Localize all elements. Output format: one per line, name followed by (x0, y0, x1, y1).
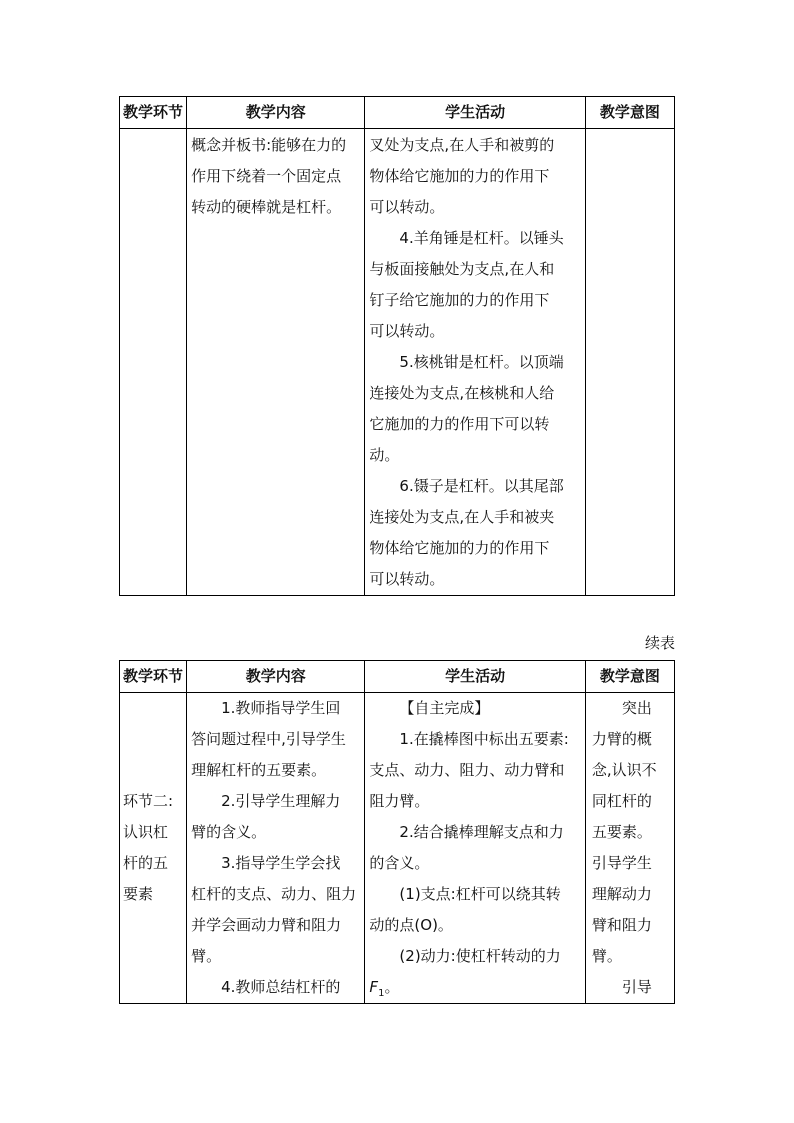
content-line: 2.引导学生理解力 (221, 792, 341, 810)
header-content: 教学内容 (187, 661, 365, 693)
activity-line: 钉子给它施加的力的作用下 (369, 291, 550, 309)
activity-line: (1)支点:杠杆可以绕其转 (399, 885, 561, 903)
activity-line: 可以转动。 (369, 198, 445, 216)
activity-cell (365, 693, 585, 1004)
intent-line: 念,认识不 (591, 761, 657, 779)
intent-line: 理解动力 (591, 885, 652, 903)
activity-line: 叉处为支点,在人手和被剪的 (369, 136, 555, 154)
activity-line: 1.在撬棒图中标出五要素: (399, 730, 569, 748)
activity-line: 2.结合撬棒理解支点和力 (399, 823, 564, 841)
continued-label: 续表 (644, 634, 675, 652)
intent-line: 突出 (621, 699, 652, 717)
intent-cell (585, 693, 674, 1004)
table-header-row (120, 661, 675, 693)
header-intent: 教学意图 (585, 97, 674, 129)
intent-line: 同杠杆的 (591, 792, 652, 810)
line-end: 。 (384, 978, 400, 996)
activity-line: 物体给它施加的力的作用下 (369, 167, 550, 185)
activity-line: 支点、动力、阻力、动力臂和 (369, 761, 565, 779)
table-header-row (120, 97, 675, 129)
force-subscript: 1 (378, 988, 385, 999)
content-line: 3.指导学生学会找 (221, 854, 341, 872)
intent-line: 引导学生 (591, 854, 652, 872)
table-row (120, 129, 675, 596)
activity-line: 连接处为支点,在人手和被夹 (369, 508, 555, 526)
activity-line: 5.核桃钳是杠杆。以顶端 (399, 353, 564, 371)
activity-line: 的含义。 (369, 854, 430, 872)
activity-title: 【自主完成】 (399, 699, 490, 717)
content-line: 并学会画动力臂和阻力 (191, 916, 342, 934)
content-line: 作用下绕着一个固定点 (191, 167, 342, 185)
activity-line: 可以转动。 (369, 570, 445, 588)
content-line: 4.教师总结杠杆的 (221, 978, 341, 996)
content-cell (187, 129, 365, 596)
content-line: 概念并板书:能够在力的 (191, 136, 347, 154)
stage-cell (120, 693, 187, 1004)
intent-line: 力臂的概 (591, 730, 652, 748)
activity-line: (2)动力:使杠杆转动的力 (399, 947, 561, 965)
activity-line: 可以转动。 (369, 322, 445, 340)
intent-line: 引导 (621, 978, 652, 996)
table-row (120, 693, 675, 1004)
header-stage: 教学环节 (120, 97, 187, 129)
stage-line: 环节二: (123, 792, 174, 810)
content-line: 臂。 (191, 947, 222, 965)
activity-line: 它施加的力的作用下可以转 (369, 415, 550, 433)
header-intent: 教学意图 (585, 661, 674, 693)
stage-line: 杆的五 (123, 854, 169, 872)
content-line: 1.教师指导学生回 (221, 699, 341, 717)
activity-line (369, 972, 580, 1003)
stage-cell (120, 129, 187, 596)
activity-line: 动的点(O)。 (369, 916, 453, 934)
content-line: 转动的硬棒就是杠杆。 (191, 198, 342, 216)
intent-line: 五要素。 (591, 823, 652, 841)
content-line: 臂的含义。 (191, 823, 267, 841)
content-line: 杠杆的支点、动力、阻力 (191, 885, 357, 903)
activity-line: 动。 (369, 446, 400, 464)
activity-cell (365, 129, 585, 596)
header-activity: 学生活动 (365, 97, 585, 129)
content-line: 答问题过程中,引导学生 (191, 730, 346, 748)
activity-line: 物体给它施加的力的作用下 (369, 539, 550, 557)
activity-line: 连接处为支点,在核桃和人给 (369, 384, 555, 402)
intent-cell (585, 129, 674, 596)
intent-line: 臂和阻力 (591, 916, 652, 934)
activity-line: 与板面接触处为支点,在人和 (369, 260, 555, 278)
stage-line: 认识杠 (123, 823, 169, 841)
stage-line: 要素 (123, 885, 154, 903)
header-activity: 学生活动 (365, 661, 585, 693)
activity-line: 6.镊子是杠杆。以其尾部 (399, 477, 564, 495)
intent-line: 臂。 (591, 947, 622, 965)
force-symbol: F (369, 978, 379, 996)
header-stage: 教学环节 (120, 661, 187, 693)
activity-line: 阻力臂。 (369, 792, 430, 810)
lesson-table-2 (119, 660, 675, 1004)
activity-line: 4.羊角锤是杠杆。以锤头 (399, 229, 564, 247)
lesson-table-1 (119, 96, 675, 596)
content-line: 理解杠杆的五要素。 (191, 761, 327, 779)
header-content: 教学内容 (187, 97, 365, 129)
content-cell (187, 693, 365, 1004)
